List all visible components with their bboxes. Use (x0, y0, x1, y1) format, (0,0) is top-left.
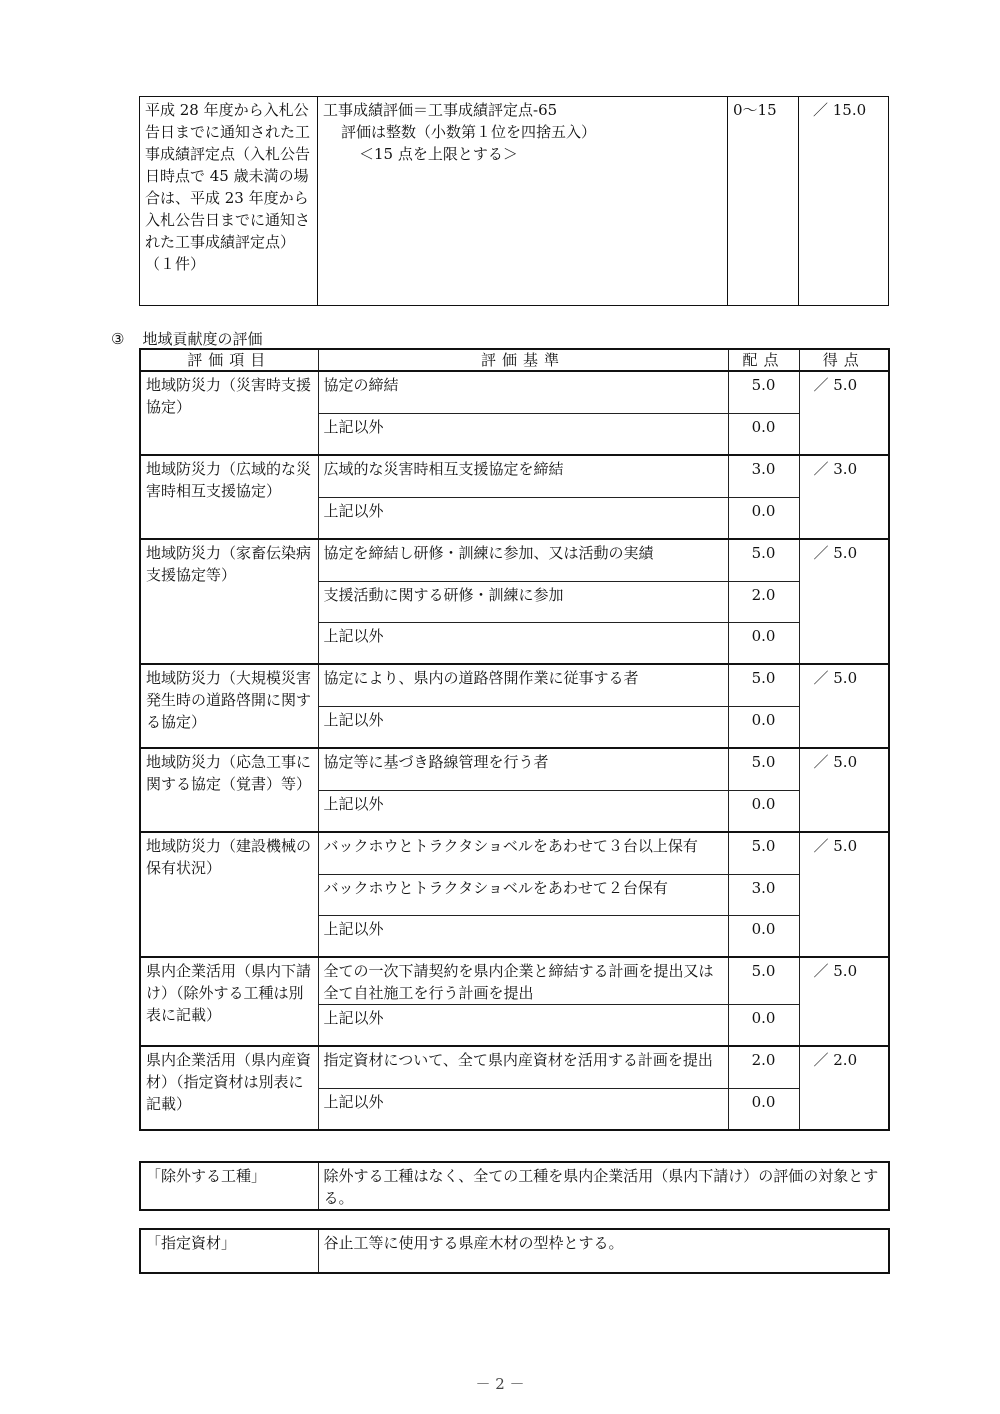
note-label: 「除外する工種」 (140, 1162, 318, 1210)
regional-contribution-table (139, 348, 890, 1131)
points-value: 0.0 (728, 791, 799, 833)
evaluation-criteria: 協定の締結 (318, 371, 728, 414)
note-row (140, 1229, 889, 1273)
header-item: 評価項目 (140, 349, 318, 371)
evaluation-item: 地域防災力（広域的な災害時相互支援協定） (140, 455, 318, 539)
evaluation-item: 地域防災力（応急工事に関する協定（覚書）等） (140, 748, 318, 832)
points-value: 0.0 (728, 916, 799, 958)
note-label: 「指定資材」 (140, 1229, 318, 1273)
points-value: 5.0 (728, 539, 799, 582)
table-header-row (140, 349, 889, 371)
table-row (140, 1046, 889, 1089)
evaluation-criteria: 上記以外 (318, 1089, 728, 1131)
evaluation-criteria: 支援活動に関する研修・訓練に参加 (318, 582, 728, 623)
construction-score-table (139, 96, 889, 306)
table-row (140, 832, 889, 875)
note-row (140, 1162, 889, 1210)
evaluation-criteria: 広域的な災害時相互支援協定を締結 (318, 455, 728, 498)
points-value: 0.0 (728, 414, 799, 456)
evaluation-criteria: 上記以外 (318, 623, 728, 665)
evaluation-criteria: 協定を締結し研修・訓練に参加、又は活動の実績 (318, 539, 728, 582)
score-value: ／ 5.0 (799, 957, 889, 1046)
table-body (140, 349, 889, 1130)
points-value: 5.0 (728, 371, 799, 414)
score-cell: ／ 15.0 (799, 97, 889, 306)
evaluation-item: 地域防災力（災害時支援協定） (140, 371, 318, 455)
evaluation-item: 県内企業活用（県内下請け）（除外する工種は別表に記載） (140, 957, 318, 1046)
points-value: 0.0 (728, 498, 799, 540)
points-value: 2.0 (728, 582, 799, 623)
construction-score-row (140, 97, 889, 306)
evaluation-criteria: 上記以外 (318, 707, 728, 749)
points-value: 0.0 (728, 707, 799, 749)
item-cell: 平成 28 年度から入札公告日までに通知された工事成績評定点（入札公告日時点で 45 歳未満の場合は、平成 23 年度から入札公告日までに通知された工事成績評定点）（１件） (140, 97, 318, 306)
evaluation-criteria: 上記以外 (318, 916, 728, 958)
table-row (140, 455, 889, 498)
table-row (140, 748, 889, 791)
evaluation-item: 県内企業活用（県内産資材）（指定資材は別表に記載） (140, 1046, 318, 1130)
section-title: 地域貢献度の評価 (142, 330, 263, 348)
criteria-line: 工事成績評価＝工事成績評定点-65 (323, 101, 558, 119)
section-number: ③ (111, 330, 125, 348)
designated-materials-table (139, 1228, 890, 1274)
criteria-line: 評価は整数（小数第１位を四捨五入） (341, 123, 597, 141)
header-score: 得点 (799, 349, 889, 371)
evaluation-item: 地域防災力（建設機械の保有状況） (140, 832, 318, 957)
points-value: 0.0 (728, 1005, 799, 1047)
evaluation-criteria: 協定等に基づき路線管理を行う者 (318, 748, 728, 791)
points-value: 0.0 (728, 623, 799, 665)
evaluation-criteria: バックホウとトラクタショベルをあわせて２台保有 (318, 875, 728, 916)
evaluation-item: 地域防災力（大規模災害発生時の道路啓開に関する協定） (140, 664, 318, 748)
note-text: 谷止工等に使用する県産木材の型枠とする。 (318, 1229, 889, 1273)
section-heading (111, 328, 262, 349)
table-row (140, 957, 889, 1005)
table-row (140, 371, 889, 414)
score-value: ／ 3.0 (799, 455, 889, 539)
evaluation-criteria: 協定により、県内の道路啓開作業に従事する者 (318, 664, 728, 707)
evaluation-criteria: 全ての一次下請契約を県内企業と締結する計画を提出又は全て自社施工を行う計画を提出 (318, 957, 728, 1005)
note-text: 除外する工種はなく、全ての工種を県内企業活用（県内下請け）の評価の対象とする。 (318, 1162, 889, 1210)
evaluation-criteria: バックホウとトラクタショベルをあわせて３台以上保有 (318, 832, 728, 875)
evaluation-criteria: 上記以外 (318, 414, 728, 456)
score-value: ／ 5.0 (799, 832, 889, 957)
points-cell: 0～15 (728, 97, 799, 306)
page-number: － 2 － (475, 1375, 525, 1393)
evaluation-criteria: 上記以外 (318, 498, 728, 540)
table-row (140, 539, 889, 582)
points-value: 3.0 (728, 455, 799, 498)
points-value: 5.0 (728, 748, 799, 791)
score-value: ／ 2.0 (799, 1046, 889, 1130)
points-value: 3.0 (728, 875, 799, 916)
header-criteria: 評価基準 (318, 349, 728, 371)
evaluation-criteria: 指定資材について、全て県内産資材を活用する計画を提出 (318, 1046, 728, 1089)
points-value: 5.0 (728, 664, 799, 707)
criteria-line: ＜15 点を上限とする＞ (359, 145, 518, 163)
excluded-work-types-table (139, 1161, 890, 1211)
score-value: ／ 5.0 (799, 539, 889, 664)
points-value: 5.0 (728, 832, 799, 875)
points-value: 0.0 (728, 1089, 799, 1131)
table-row (140, 664, 889, 707)
evaluation-criteria: 上記以外 (318, 1005, 728, 1047)
score-value: ／ 5.0 (799, 371, 889, 455)
score-value: ／ 5.0 (799, 664, 889, 748)
score-value: ／ 5.0 (799, 748, 889, 832)
criteria-cell (318, 97, 728, 306)
evaluation-criteria: 上記以外 (318, 791, 728, 833)
points-value: 5.0 (728, 957, 799, 1005)
points-value: 2.0 (728, 1046, 799, 1089)
evaluation-item: 地域防災力（家畜伝染病支援協定等） (140, 539, 318, 664)
header-points: 配点 (728, 349, 799, 371)
